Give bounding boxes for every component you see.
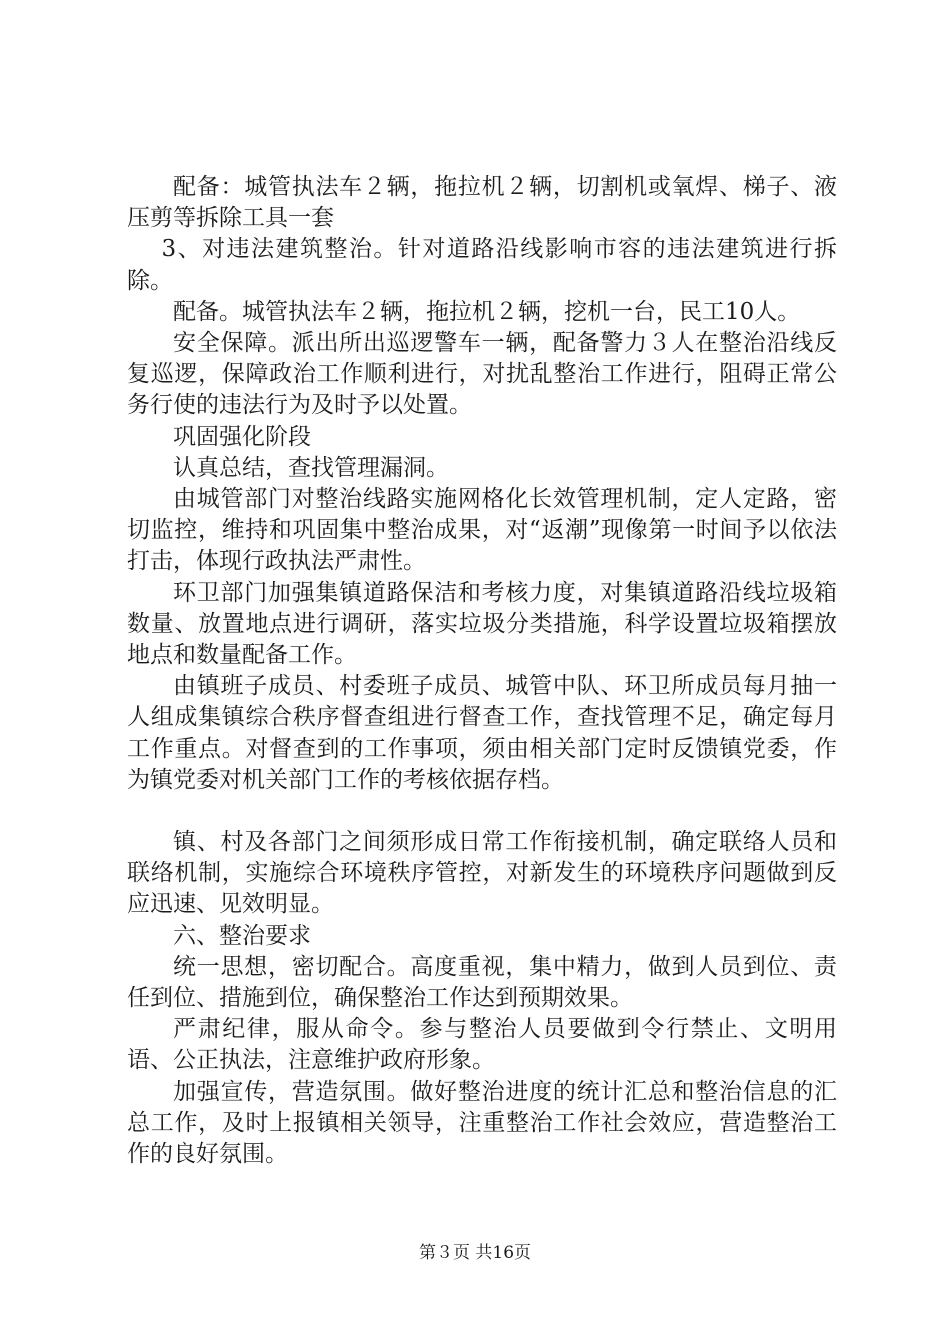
paragraph-summary: 认真总结，查找管理漏洞。: [173, 454, 449, 481]
page-number-footer: 第３页 共16页: [418, 1243, 532, 1263]
heading-requirements: 六、整治要求: [173, 922, 311, 949]
paragraph-discipline: 严肃纪律，服从命令。参与整治人员要做到令行禁止、文明用语、公正执法，注意维护政府形象。: [127, 1016, 837, 1074]
paragraph-gap: [127, 796, 837, 827]
heading-consolidation-stage: 巩固强化阶段: [173, 423, 311, 450]
paragraph-publicity: 加强宣传，营造氛围。做好整治进度的统计汇总和整治信息的汇总工作，及时上报镇相关领导，注重整治工作社会效应，营造整治工作的良好氛围。: [127, 1078, 837, 1168]
paragraph-safety: 安全保障。派出所出巡逻警车一辆，配备警力３人在整治沿线反复巡逻，保障政治工作顺利进行，对扰乱整治工作进行，阻碍正常公务行使的违法行为及时予以处置。: [127, 330, 837, 419]
document-body: [127, 172, 837, 1170]
paragraph-equipment-2: 配备。城管执法车２辆，拖拉机２辆，挖机一台，民工10人。: [173, 298, 801, 325]
paragraph-urban-management: 由城管部门对整治线路实施网格化长效管理机制，定人定路，密切监控，维持和巩固集中整治成果，对“返潮”现像第一时间予以依法打击，体现行政执法严肃性。: [127, 486, 837, 575]
paragraph-illegal-building: 3、对违法建筑整治。针对道路沿线影响市容的违法建筑进行拆除。: [127, 236, 837, 294]
paragraph-coordination: 镇、村及各部门之间须形成日常工作衔接机制，确定联络人员和联络机制，实施综合环境秩序管控，对新发生的环境秩序问题做到反应迅速、见效明显。: [127, 829, 837, 918]
paragraph-equipment-1: 配备：城管执法车２辆，拖拉机２辆，切割机或氧焊、梯子、液压剪等拆除工具一套: [127, 174, 837, 232]
paragraph-unify-thinking: 统一思想，密切配合。高度重视，集中精力，做到人员到位、责任到位、措施到位，确保整治工作达到预期效果。: [127, 953, 837, 1012]
paragraph-sanitation: 环卫部门加强集镇道路保洁和考核力度，对集镇道路沿线垃圾箱数量、放置地点进行调研，落实垃圾分类措施，科学设置垃圾箱摆放地点和数量配备工作。: [127, 579, 837, 669]
paragraph-inspection: 由镇班子成员、村委班子成员、城管中队、环卫所成员每月抽一人组成集镇综合秩序督查组进行督查工作，查找管理不足，确定每月工作重点。对督查到的工作事项，须由相关部门定时反馈镇党委，作为镇党委对机关部门工作的考核依据存档。: [127, 673, 837, 793]
